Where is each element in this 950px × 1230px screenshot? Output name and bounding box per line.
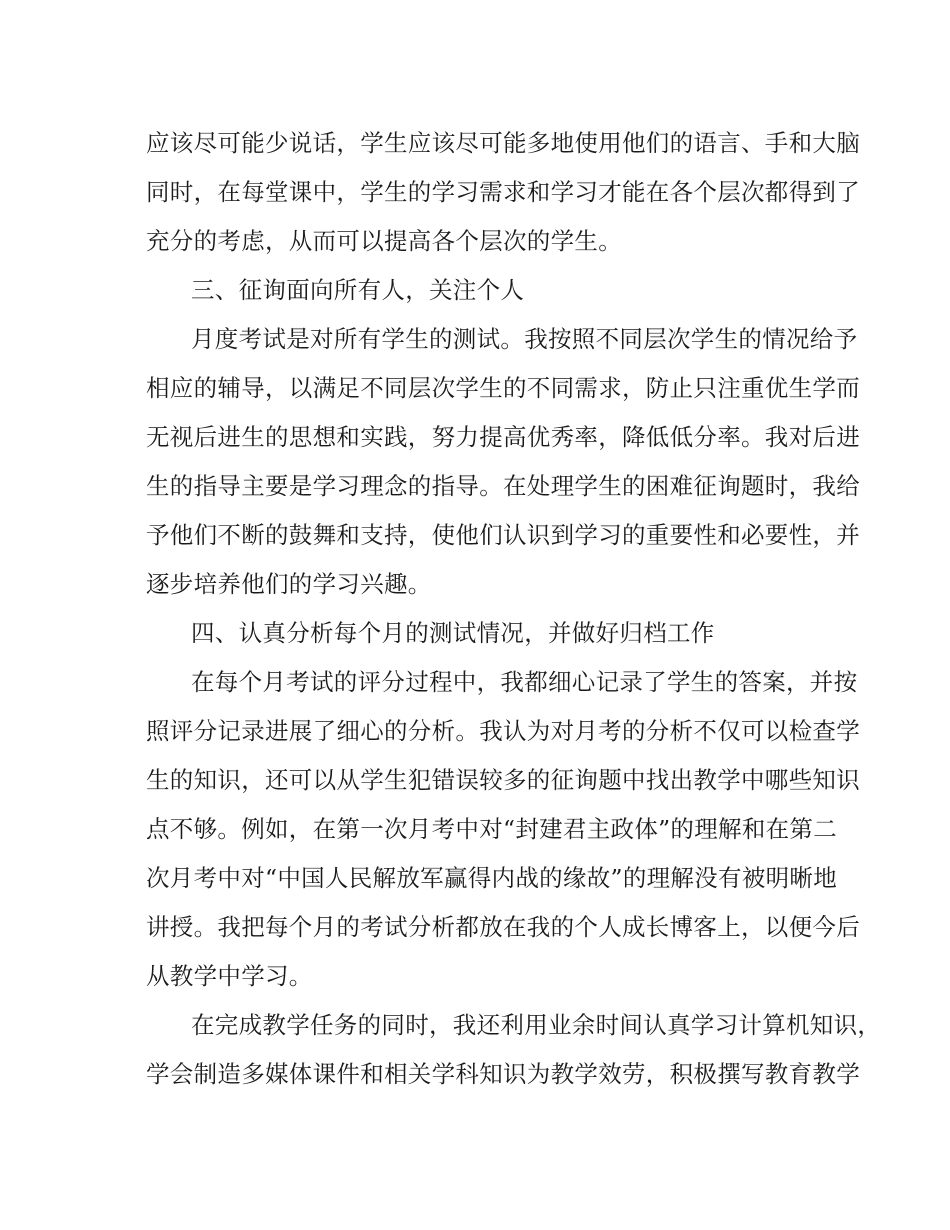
paragraph-line: 予他们不断的鼓舞和支持，使他们认识到学习的重要性和必要性，并 xyxy=(146,521,860,549)
paragraph-line: 无视后进生的思想和实践，努力提高优秀率，降低低分率。我对后进 xyxy=(146,423,860,451)
paragraph-line: 月度考试是对所有学生的测试。我按照不同层次学生的情况给予 xyxy=(191,325,858,353)
paragraph-line: 生的知识，还可以从学生犯错误较多的征询题中找出教学中哪些知识 xyxy=(146,766,860,794)
paragraph-line: 逐步培养他们的学习兴趣。 xyxy=(146,570,432,598)
paragraph-line: 相应的辅导，以满足不同层次学生的不同需求，防止只注重优生学而 xyxy=(146,374,860,402)
paragraph-line: 在完成教学任务的同时，我还利用业余时间认真学习计算机知识， xyxy=(191,1011,882,1039)
paragraph-line: 充分的考虑，从而可以提高各个层次的学生。 xyxy=(146,227,622,255)
paragraph-line: 照评分记录进展了细心的分析。我认为对月考的分析不仅可以检查学 xyxy=(146,717,860,745)
paragraph-line: 次月考中对“中国人民解放军赢得内战的缘故”的理解没有被明晰地 xyxy=(146,864,838,892)
section-heading: 四、认真分析每个月的测试情况，并做好归档工作 xyxy=(191,619,715,647)
paragraph-line: 讲授。我把每个月的考试分析都放在我的个人成长博客上，以便今后 xyxy=(146,913,860,941)
paragraph-line: 从教学中学习。 xyxy=(146,962,313,990)
paragraph-line: 学会制造多媒体课件和相关学科知识为教学效劳，积极撰写教育教学 xyxy=(146,1060,860,1088)
paragraph-line: 同时，在每堂课中，学生的学习需求和学习才能在各个层次都得到了 xyxy=(146,178,860,206)
section-heading: 三、征询面向所有人，关注个人 xyxy=(191,276,525,304)
paragraph-line: 应该尽可能少说话，学生应该尽可能多地使用他们的语言、手和大脑 xyxy=(146,129,860,157)
paragraph-line: 生的指导主要是学习理念的指导。在处理学生的困难征询题时，我给 xyxy=(146,472,860,500)
paragraph-line: 在每个月考试的评分过程中，我都细心记录了学生的答案，并按 xyxy=(191,668,858,696)
paragraph-line: 点不够。例如，在第一次月考中对“封建君主政体”的理解和在第二 xyxy=(146,815,838,843)
